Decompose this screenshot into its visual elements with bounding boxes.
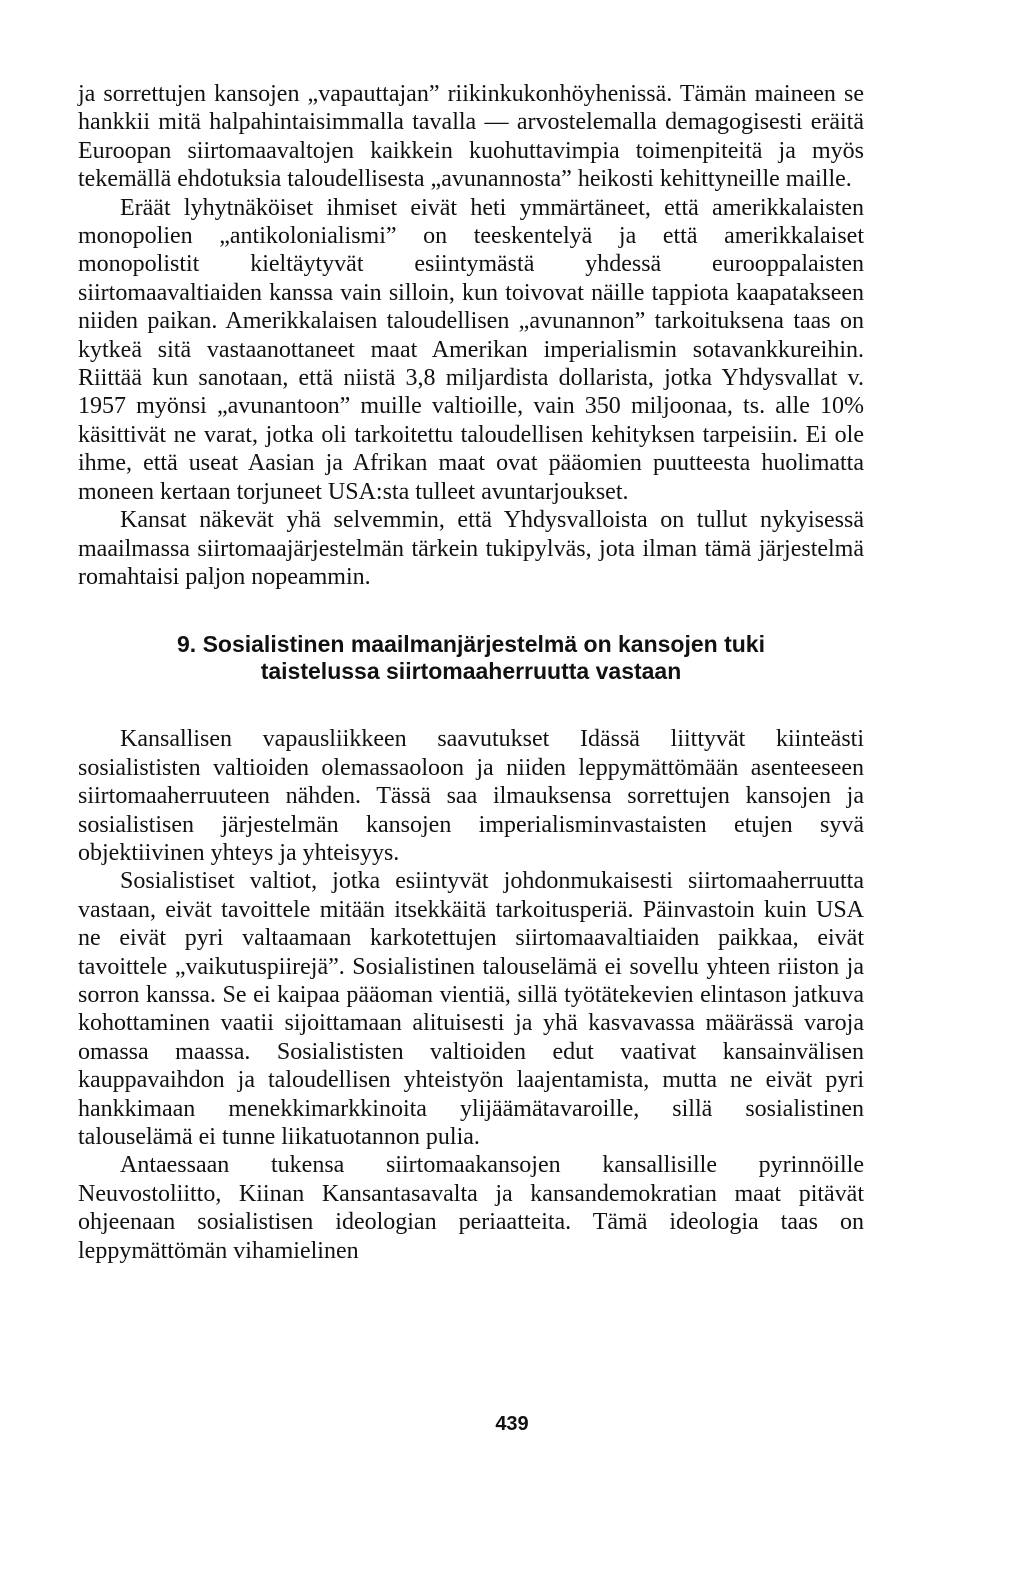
paragraph-4: Kansallisen vapausliikkeen saavutukset Idässä liittyvät kiinteästi sosialististen valtioiden olemassaoloon ja niiden leppymättömään asenteeseen siirtomaaherruuteen nähden. Tässä saa ilmauksensa sorrettujen kansojen ja sosialistisen järjestelmän kansojen imperialisminvastaisten etujen syvä objektiivinen yhteys ja yhteisyys. bbox=[78, 726, 864, 866]
paragraph-3: Kansat näkevät yhä selvemmin, että Yhdysvalloista on tullut nykyisessä maailmassa siirtomaajärjestelmän tärkein tukipylväs, jota ilman tämä järjestelmä romahtaisi paljon nopeammin. bbox=[78, 507, 864, 590]
paragraph-1: ja sorrettujen kansojen „vapauttajan” riikinkukonhöyhenissä. Tämän maineen se hankkii mitä halpahintaisimmalla tavalla — arvostelemalla demagogisesti eräitä Euroopan siirtomaavaltojen kaikkein kuohuttavimpia toimenpiteitä ja myös tekemällä ehdotuksia taloudellisesta „avunannosta” heikosti kehittyneille maille. bbox=[78, 81, 864, 193]
paragraph-2: Eräät lyhytnäköiset ihmiset eivät heti ymmärtäneet, että amerikkalaisten monopolien „antikolonialismi” on teeskentelyä ja että amerikkalaiset monopolistit kieltäytyvät esiintymästä yhdessä eurooppalaisten siirtomaavaltiaiden kanssa vain silloin, kun toivovat näille tappiota kaapatakseen niiden paikan. Amerikkalaisen taloudellisen „avunannon” tarkoituksena taas on kytkeä sitä vastaanottaneet maat Amerikan imperialismin sotavankkureihin. Riittää kun sanotaan, että niistä 3,8 miljardista dollarista, jotka Yhdysvallat v. 1957 myönsi „avunantoon” muille valtioille, vain 350 miljoonaa, ts. alle 10% käsittivät ne varat, jotka oli tarkoitettu taloudellisen kehityksen tarpeisiin. Ei ole ihme, että useat Aasian ja Afrikan maat ovat pääomien puutteesta huolimatta moneen kertaan torjuneet USA:sta tulleet avuntarjoukset. bbox=[78, 194, 864, 505]
section-heading bbox=[78, 631, 864, 685]
page-number: 439 bbox=[495, 1413, 529, 1435]
section-heading-line-1: 9. Sosialistinen maailmanjärjestelmä on kansojen tuki bbox=[177, 631, 765, 658]
paragraph-6: Antaessaan tukensa siirtomaakansojen kansallisille pyrinnöille Neuvostoliitto, Kiinan Kansantasavalta ja kansandemokratian maat pitävät ohjeenaan sosialistisen ideologian periaatteita. Tämä ideologia taas on leppymättömän vihamielinen bbox=[78, 1152, 864, 1264]
section-heading-line-2: taistelussa siirtomaaherruutta vastaan bbox=[260, 658, 682, 685]
paragraph-5: Sosialistiset valtiot, jotka esiintyvät johdonmukaisesti siirtomaaherruutta vastaan, eivät tavoittele mitään itsekkäitä tarkoitusperiä. Päinvastoin kuin USA ne eivät pyri valtaamaan karkotettujen siirtomaavaltiaiden paikkaa, eivät tavoittele „vaikutuspiirejä”. Sosialistinen talouselämä ei sovellu yhteen riiston ja sorron kanssa. Se ei kaipaa pääoman vientiä, sillä työtätekevien elintason jatkuva kohottaminen vaatii sijoittamaan alituisesti ja yhä kasvavassa määrässä varoja omassa maassa. Sosialististen valtioiden edut vaativat kansainvälisen kauppavaihdon ja taloudellisen yhteistyön laajentamista, mutta ne eivät pyri hankkimaan menekkimarkkinoita ylijäämätavaroille, sillä sosialistinen talouselämä ei tunne liikatuotannon pulia. bbox=[78, 868, 864, 1150]
page-body bbox=[78, 80, 864, 1265]
